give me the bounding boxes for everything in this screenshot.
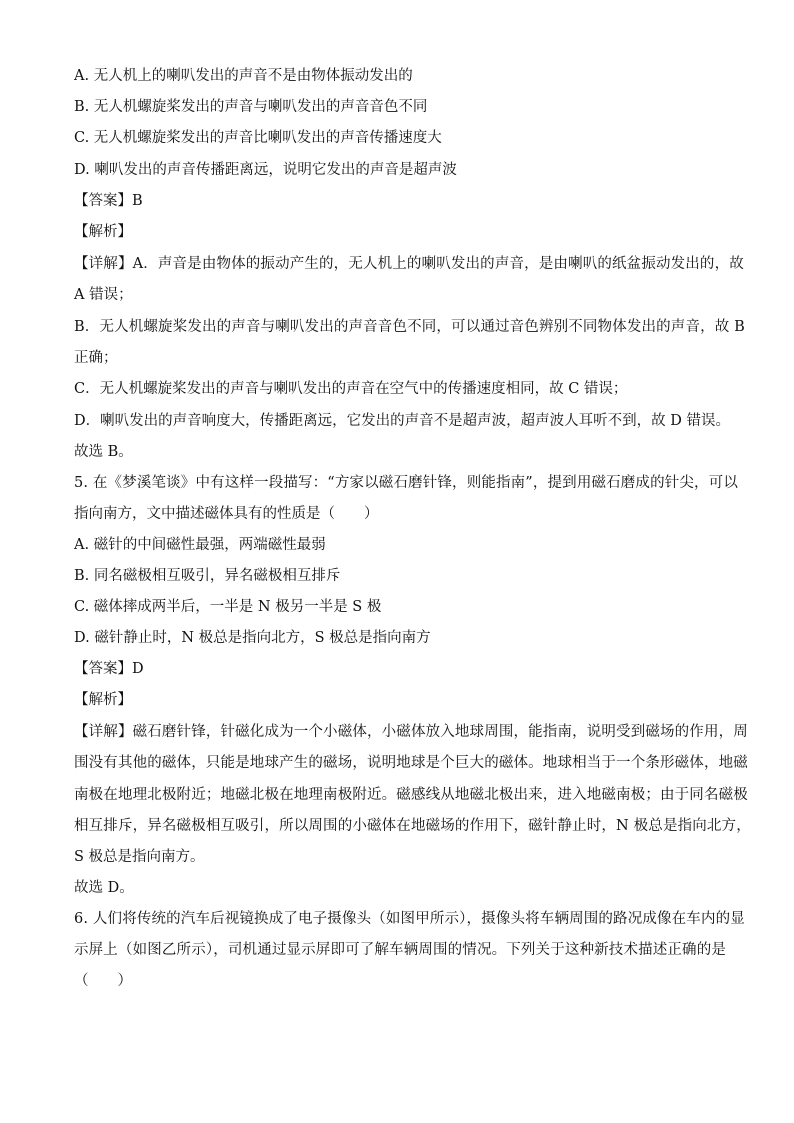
q4-option-d: D. 喇叭发出的声音传播距离远，说明它发出的声音是超声波 (74, 162, 457, 178)
q4-option-a: A. 无人机上的喇叭发出的声音不是由物体振动发出的 (74, 68, 413, 84)
q6-stem-line: 6. 人们将传统的汽车后视镜换成了电子摄像头（如图甲所示），摄像头将车辆周围的路况成像在车内的显 (74, 911, 745, 927)
q4-explanation-line: 【详解】A．声音是由物体的振动产生的，无人机上的喇叭发出的声音，是由喇叭的纸盆振动发出的，故 (74, 256, 744, 272)
q4-explanation-line: A 错误； (74, 287, 133, 303)
q4-explanation-line: 正确； (74, 350, 118, 366)
q4-explanation-line: C．无人机螺旋桨发出的声音与喇叭发出的声音在空气中的传播速度相同，故 C 错误； (74, 381, 628, 397)
q5-option-d: D. 磁针静止时，N 极总是指向北方，S 极总是指向南方 (74, 630, 431, 646)
q6-stem-line: （ ） (74, 973, 132, 989)
q5-stem-line: 指向南方，文中描述磁体具有的性质是（ ） (74, 506, 379, 522)
q5-explanation-line: 相互排斥，异名磁极相互吸引，所以周围的小磁体在地磁场的作用下，磁针静止时，N 极总是指向北方， (74, 818, 751, 834)
q5-explanation-line: 【详解】磁石磨针锋，针磁化成为一个小磁体，小磁体放入地球周围，能指南，说明受到磁场的作用，周 (74, 724, 748, 740)
q5-explanation-line: 南极在地理北极附近；地磁北极在地理南极附近。磁感线从地磁北极出来，进入地磁南极；由于同名磁极 (74, 787, 748, 803)
q5-stem-line: 5. 在《梦溪笔谈》中有这样一段描写：“方家以磁石磨针锋，则能指南”，提到用磁石磨成的针尖，可以 (74, 475, 738, 491)
q4-answer: 【答案】B (74, 193, 143, 209)
q5-option-b: B. 同名磁极相互吸引，异名磁极相互排斥 (74, 568, 341, 584)
q5-analysis-label: 【解析】 (74, 692, 132, 708)
q5-explanation-line: S 极总是指向南方。 (74, 849, 205, 865)
q5-explanation-line: 围没有其他的磁体，只能是地球产生的磁场，说明地球是个巨大的磁体。地球相当于一个条形磁体，地磁 (74, 755, 748, 771)
q4-option-c: C. 无人机螺旋桨发出的声音比喇叭发出的声音传播速度大 (74, 130, 442, 146)
q5-option-a: A. 磁针的中间磁性最强，两端磁性最弱 (74, 537, 326, 553)
q5-option-c: C. 磁体摔成两半后，一半是 N 极另一半是 S 极 (74, 599, 382, 615)
q6-stem-line: 示屏上（如图乙所示），司机通过显示屏即可了解车辆周围的情况。下列关于这种新技术描述正确的是 (74, 942, 726, 958)
q4-option-b: B. 无人机螺旋桨发出的声音与喇叭发出的声音音色不同 (74, 99, 428, 115)
q4-analysis-label: 【解析】 (74, 224, 132, 240)
q4-conclusion: 故选 B。 (74, 444, 133, 460)
q4-explanation-line: B．无人机螺旋桨发出的声音与喇叭发出的声音音色不同，可以通过音色辨别不同物体发出的声音，故 B (74, 319, 745, 335)
q5-conclusion: 故选 D。 (74, 880, 134, 896)
q5-answer: 【答案】D (74, 661, 144, 677)
q4-explanation-line: D．喇叭发出的声音响度大，传播距离远，它发出的声音不是超声波，超声波人耳听不到，故 D 错误。 (74, 413, 730, 429)
